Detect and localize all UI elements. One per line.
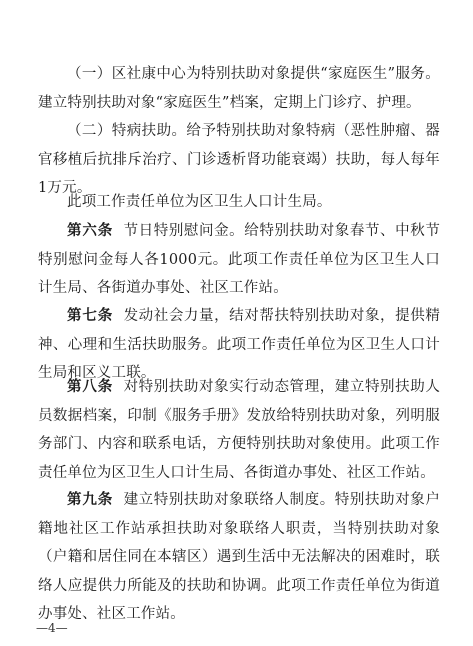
article-heading: 第七条: [67, 308, 114, 324]
article-8: [38, 373, 440, 487]
article-text: 发动社会力量，结对帮扶特别扶助对象，提供精神、心理和生活扶助服务。此项工作责任单位为区卫生人口计生局和区义工联。: [38, 308, 441, 381]
article-9: [38, 486, 440, 629]
article-text: 对特别扶助对象实行动态管理，建立特别扶助人员数据档案，印制《服务手册》发放给特别扶助对象，列明服务部门、内容和联系电话，方便特别扶助对象使用。此项工作责任单位为区卫生人口计生局、各街道办事处、社区工作站。: [38, 379, 441, 481]
paragraph-responsibility: [38, 188, 440, 217]
article-heading: 第九条: [67, 492, 114, 508]
paragraph-family-doctor: [38, 60, 440, 117]
paragraph-text: （二）特病扶助。给予特别扶助对象特病（恶性肿瘤、器官移植后抗排斥治疗、门诊透析肾功能衰竭）扶助，每人每年1万元。: [38, 123, 440, 196]
article-6: [38, 217, 440, 303]
article-heading: 第八条: [67, 379, 114, 395]
article-heading: 第六条: [67, 223, 114, 239]
paragraph-text: 此项工作责任单位为区卫生人口计生局。: [67, 194, 332, 210]
page-number: —4—: [36, 621, 68, 635]
article-text: 节日特别慰问金。给特别扶助对象春节、中秋节特别慰问金每人各1000元。此项工作责任单位为区卫生人口计生局、各街道办事处、社区工作站。: [38, 223, 441, 296]
paragraph-text: （一）区社康中心为特别扶助对象提供“家庭医生”服务。建立特别扶助对象“家庭医生”档案，定期上门诊疗、护理。: [38, 66, 440, 111]
article-text: 建立特别扶助对象联络人制度。特别扶助对象户籍地社区工作站承担扶助对象联络人职责，当特别扶助对象（户籍和居住同在本辖区）遇到生活中无法解决的困难时，联络人应提供力所能及的扶助和协调。此项工作责任单位为街道办事处、社区工作站。: [38, 492, 441, 622]
